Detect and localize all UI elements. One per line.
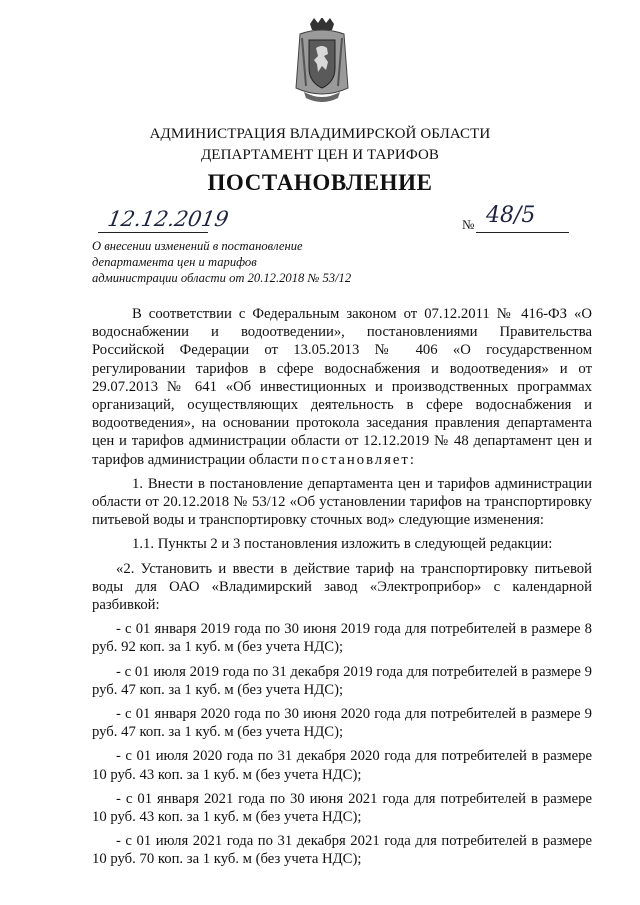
document-type-title: ПОСТАНОВЛЕНИЕ xyxy=(207,170,433,195)
document-body xyxy=(92,305,592,869)
document-number: 48/5 xyxy=(486,203,536,228)
tariff-item: - с 01 июля 2020 года по 31 декабря 2020 года для потребителей в размере 10 руб. 43 коп. за 1 куб. м (без учета НДС); xyxy=(92,748,592,783)
tariff-item: - с 01 июля 2021 года по 31 декабря 2021 года для потребителей в размере 10 руб. 70 коп. за 1 куб. м (без учета НДС); xyxy=(92,833,592,868)
document-date: 12.12.2019 xyxy=(105,207,231,231)
preamble-paragraph xyxy=(92,305,592,469)
subject-line: департамента цен и тарифов xyxy=(92,254,257,269)
tariff-item: - с 01 января 2020 года по 30 июня 2020 года для потребителей в размере 9 руб. 47 коп. за 1 куб. м (без учета НДС); xyxy=(92,706,592,741)
item-1-1-paragraph: 1.1. Пункты 2 и 3 постановления изложить в следующей редакции: xyxy=(132,536,553,553)
tariff-item: - с 01 января 2019 года по 30 июня 2019 года для потребителей в размере 8 руб. 92 коп. за 1 куб. м (без учета НДС); xyxy=(92,621,592,656)
subject-line: администрации области от 20.12.2018 № 53/12 xyxy=(92,270,352,285)
department-name: ДЕПАРТАМЕНТ ЦЕН И ТАРИФОВ xyxy=(200,147,440,163)
coat-of-arms-icon xyxy=(294,18,350,108)
tariff-item: - с 01 июля 2019 года по 31 декабря 2019 года для потребителей в размере 9 руб. 47 коп. за 1 куб. м (без учета НДС); xyxy=(92,663,592,698)
preamble-text: В соответствии с Федеральным законом от 07.12.2011 № 416-ФЗ «О водоснабжении и водоотведении», постановлениями Правительства Российской Федерации от 13.05.2013 № 406 «О государственном регулировании тарифов в сфере водоснабжения и водоотведения» и от 29.07.2013 № 641 «Об инвестиционных и производственных программах организаций, осуществляющих деятельность в сфере водоснабжения и водоотведения», на основании протокола заседания правления департамента цен и тарифов администрации области от 12.12.2019 № 48 департамент цен и тарифов администрации области xyxy=(92,306,592,468)
document-subject xyxy=(92,239,392,286)
organization-name: АДМИНИСТРАЦИЯ ВЛАДИМИРСКОЙ ОБЛАСТИ xyxy=(149,126,491,142)
item-2-paragraph: «2. Установить и ввести в действие тариф на транспортировку питьевой воды для ОАО «Владимирский завод «Электроприбор» с календарной разбивкой: xyxy=(92,560,592,614)
subject-line: О внесении изменений в постановление xyxy=(92,239,303,253)
date-underline xyxy=(98,232,208,233)
tariff-item: - с 01 января 2021 года по 30 июня 2021 года для потребителей в размере 10 руб. 43 коп. за 1 куб. м (без учета НДС); xyxy=(92,790,592,826)
preamble-decree-word: постановляет: xyxy=(301,451,416,468)
item-1-paragraph: 1. Внести в постановление департамента цен и тарифов администрации области от 20.12.2018 № 53/12 «Об установлении тарифов на транспортировку питьевой воды и транспортировку сточных вод» следующие изменения: xyxy=(92,475,592,529)
number-label: № xyxy=(462,217,475,232)
number-underline xyxy=(476,232,569,233)
